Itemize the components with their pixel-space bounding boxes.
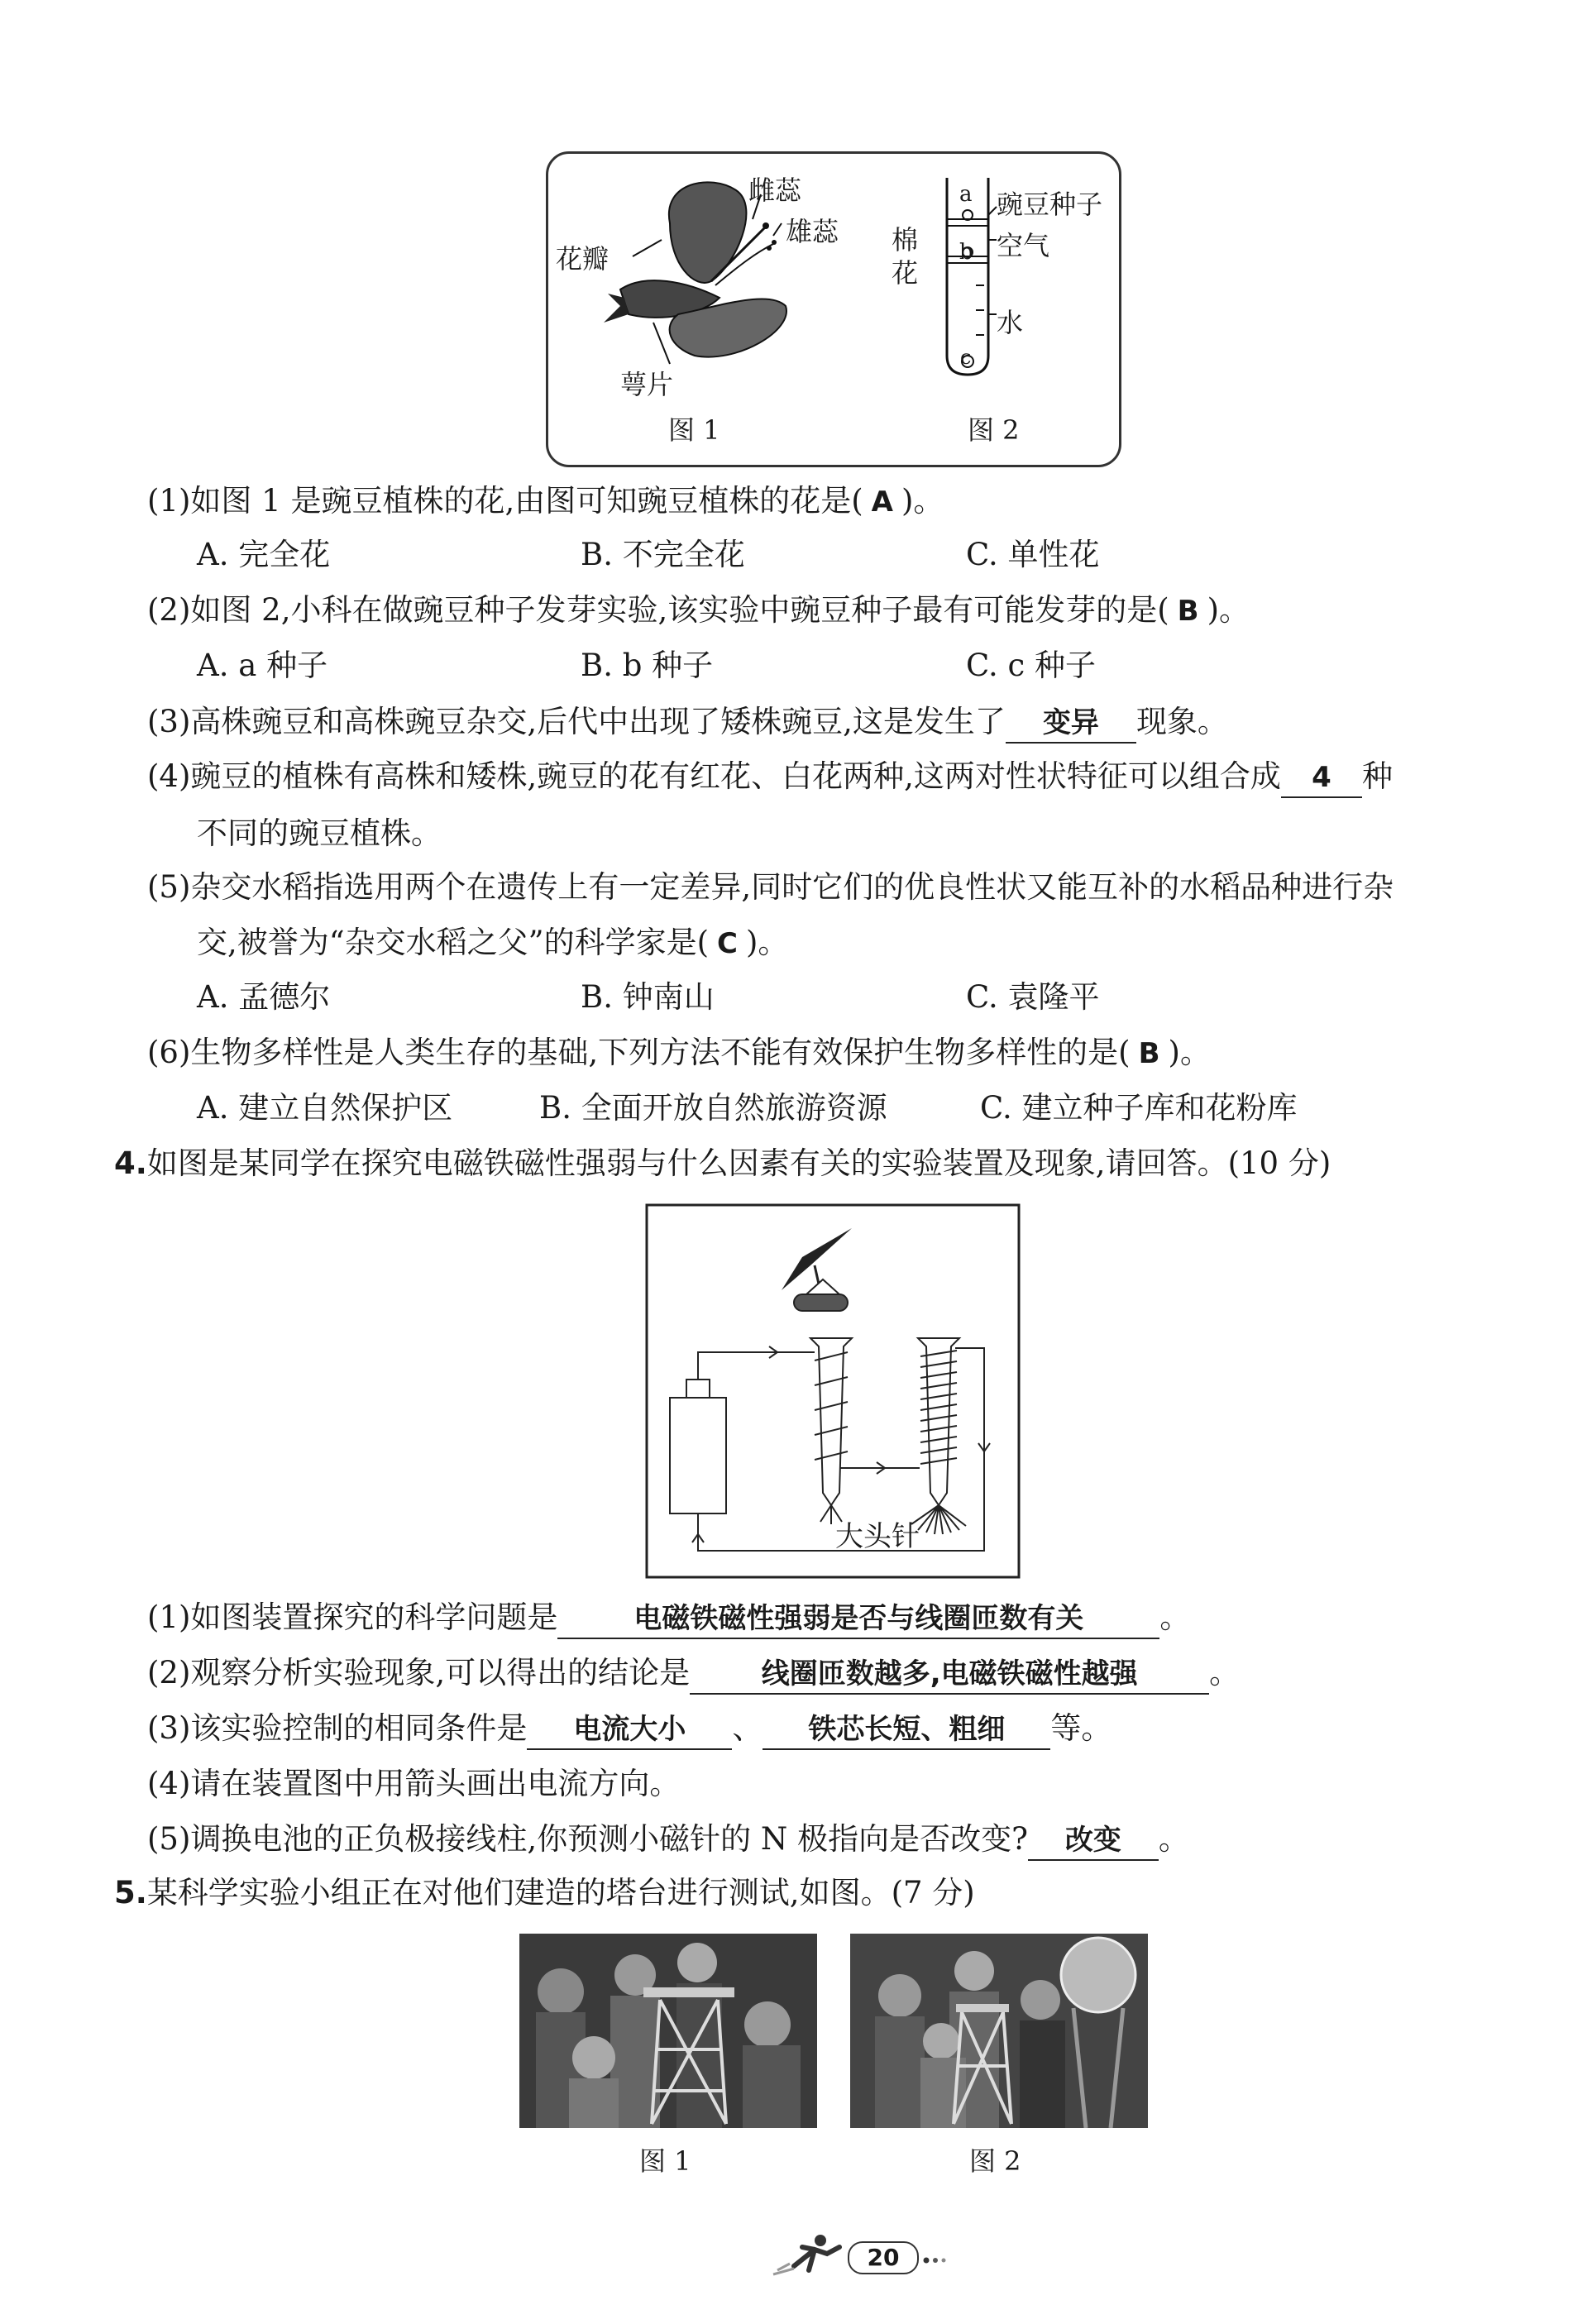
label-pins: 大头针 bbox=[835, 1520, 920, 1553]
q4-part3-answer1: 电流大小 bbox=[527, 1710, 732, 1750]
q3-part5-line2: 交,被誉为“杂交水稻之父”的科学家是( C )。 bbox=[197, 925, 789, 960]
q4-part3: (3)该实验控制的相同条件是 电流大小 、 铁芯长短、粗细 等。 bbox=[147, 1710, 1112, 1750]
q4-title: 4.如图是某同学在探究电磁铁磁性强弱与什么因素有关的实验装置及现象,请回答。(10 分) bbox=[114, 1145, 1331, 1181]
q3-part2-option-a: A. a 种子 bbox=[197, 648, 328, 683]
q3-part5-option-c: C. 袁隆平 bbox=[966, 979, 1100, 1015]
page-number: 20 bbox=[867, 2244, 900, 2271]
q4-part1: (1)如图装置探究的科学问题是 电磁铁磁性强弱是否与线圈匝数有关 。 bbox=[147, 1599, 1190, 1639]
fig1-caption-bottom: 图 1 bbox=[639, 2145, 691, 2177]
label-cotton-2: 花 bbox=[892, 257, 919, 289]
fig2-caption-bottom: 图 2 bbox=[969, 2145, 1021, 2177]
label-c: c bbox=[960, 346, 972, 369]
q3-part2-option-b: B. b 种子 bbox=[581, 648, 714, 683]
q3-part6-answer: B bbox=[1138, 1037, 1160, 1070]
label-water: 水 bbox=[997, 307, 1024, 338]
q3-part3: (3)高株豌豆和高株豌豆杂交,后代中出现了矮株豌豆,这是发生了 变异 现象。 bbox=[147, 703, 1228, 744]
label-pistil: 雌蕊 bbox=[748, 175, 802, 206]
q4-part2: (2)观察分析实验现象,可以得出的结论是 线圈匝数越多,电磁铁磁性越强 。 bbox=[147, 1654, 1240, 1695]
q4-part5: (5)调换电池的正负极接线柱,你预测小磁针的 N 极指向是否改变? 改变 。 bbox=[147, 1820, 1189, 1861]
fig1-caption-top: 图 1 bbox=[668, 414, 720, 446]
q3-part3-answer: 变异 bbox=[1006, 704, 1136, 744]
label-pea-seed: 豌豆种子 bbox=[997, 189, 1103, 220]
q4-part1-answer: 电磁铁磁性强弱是否与线圈匝数有关 bbox=[557, 1600, 1159, 1639]
label-sepal: 萼片 bbox=[620, 369, 674, 400]
runner-logo-icon bbox=[769, 2229, 852, 2279]
q3-part6-option-b: B. 全面开放自然旅游资源 bbox=[539, 1090, 887, 1126]
q3-part6-option-c: C. 建立种子库和花粉库 bbox=[980, 1090, 1298, 1126]
fig2-caption-top: 图 2 bbox=[968, 414, 1020, 446]
label-petal: 花瓣 bbox=[556, 243, 610, 275]
q3-part1-option-b: B. 不完全花 bbox=[581, 537, 745, 572]
q3-part6: (6)生物多样性是人类生存的基础,下列方法不能有效保护生物多样性的是( B )。 bbox=[147, 1035, 1211, 1070]
q3-part2: (2)如图 2,小科在做豌豆种子发芽实验,该实验中豌豆种子最有可能发芽的是( B )。 bbox=[147, 592, 1250, 628]
q3-part2-option-c: C. c 种子 bbox=[966, 648, 1096, 683]
page-number-badge bbox=[848, 2241, 919, 2274]
q3-part4: (4)豌豆的植株有高株和矮株,豌豆的花有红花、白花两种,这两对性状特征可以组合成 4 种 bbox=[147, 758, 1393, 798]
q4-part2-answer: 线圈匝数越多,电磁铁磁性越强 bbox=[690, 1655, 1209, 1695]
q4-part5-answer: 改变 bbox=[1028, 1821, 1159, 1861]
page-dots-decoration bbox=[922, 2252, 947, 2260]
label-stamen: 雄蕊 bbox=[786, 216, 839, 247]
q5-title: 5.某科学实验小组正在对他们建造的塔台进行测试,如图。(7 分) bbox=[114, 1875, 975, 1910]
q3-part4-line2: 不同的豌豆植株。 bbox=[197, 815, 442, 851]
tower-test-photo-1 bbox=[519, 1934, 817, 2128]
label-b: b bbox=[959, 240, 973, 265]
q3-part1-option-a: A. 完全花 bbox=[197, 537, 331, 572]
q4-part3-answer2: 铁芯长短、粗细 bbox=[763, 1710, 1050, 1750]
q5-number: 5. bbox=[114, 1875, 147, 1910]
q3-part4-answer: 4 bbox=[1281, 758, 1362, 798]
q3-part2-answer: B bbox=[1177, 595, 1199, 628]
pea-flower-illustration bbox=[546, 157, 893, 414]
tower-test-photo-2 bbox=[850, 1934, 1148, 2128]
label-a: a bbox=[959, 182, 973, 207]
q3-part5-answer: C bbox=[717, 927, 738, 960]
q3-part1-answer: A bbox=[871, 485, 893, 519]
q3-part5-line1: (5)杂交水稻指选用两个在遗传上有一定差异,同时它们的优良性状又能互补的水稻品种进行杂 bbox=[147, 869, 1394, 905]
q3-part6-option-a: A. 建立自然保护区 bbox=[197, 1090, 453, 1126]
q3-part5-option-a: A. 孟德尔 bbox=[197, 979, 331, 1015]
label-air: 空气 bbox=[997, 230, 1050, 261]
q3-part1: (1)如图 1 是豌豆植株的花,由图可知豌豆植株的花是( A )。 bbox=[147, 483, 944, 519]
q3-part1-option-c: C. 单性花 bbox=[966, 537, 1100, 572]
electromagnet-apparatus bbox=[645, 1203, 1021, 1580]
q4-number: 4. bbox=[114, 1145, 147, 1181]
label-cotton-1: 棉 bbox=[892, 224, 919, 256]
q3-part5-option-b: B. 钟南山 bbox=[581, 979, 715, 1015]
q4-part4: (4)请在装置图中用箭头画出电流方向。 bbox=[147, 1766, 681, 1801]
